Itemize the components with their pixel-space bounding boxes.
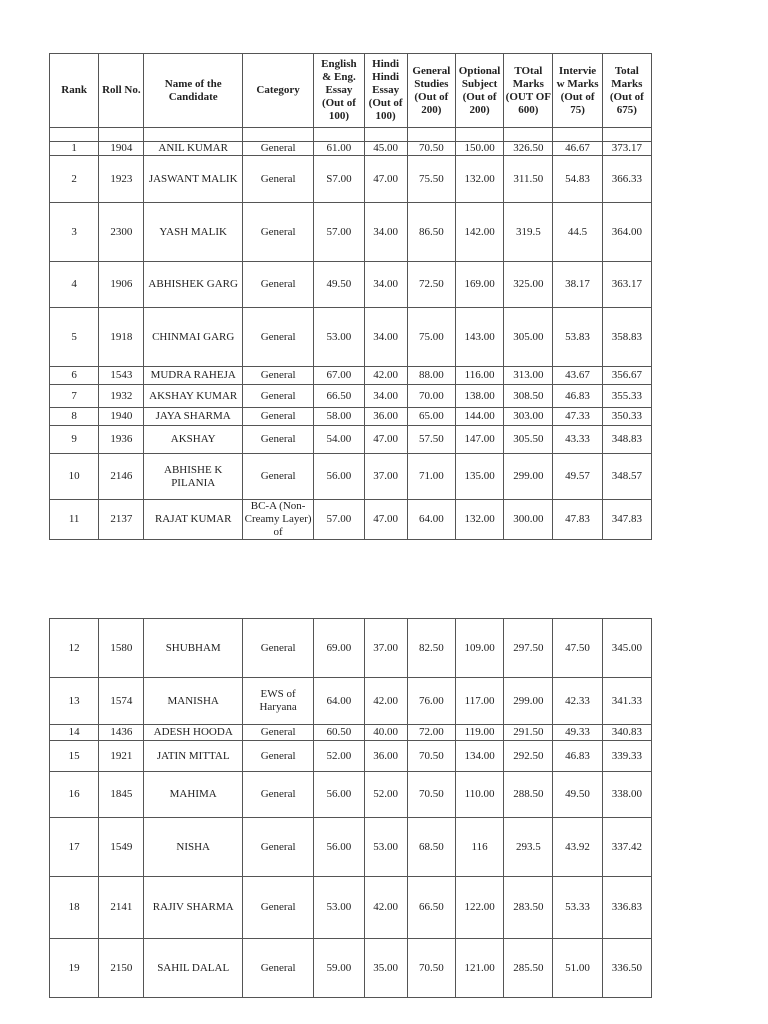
cell-total675: 350.33 [602,408,651,426]
cell-optional: 134.00 [455,741,503,772]
cell-hindi: 40.00 [364,725,407,741]
cell-name: RAJAT KUMAR [144,500,242,540]
cell-total600: 303.00 [504,408,553,426]
cell-hindi: 34.00 [364,385,407,408]
cell-optional: 109.00 [455,619,503,678]
cell-gs: 70.50 [407,772,455,818]
cell-english: 52.00 [314,741,364,772]
cell-gs: 82.50 [407,619,455,678]
cell-total600: 299.00 [504,454,553,500]
cell-hindi: 34.00 [364,262,407,308]
cell-interview: 54.83 [553,156,602,203]
cell-roll: 1436 [99,725,144,741]
cell-total675: 366.33 [602,156,651,203]
cell-english: 66.50 [314,385,364,408]
cell-name: ANIL KUMAR [144,142,242,156]
header-hindi: Hindi Hindi Essay (Out of 100) [364,54,407,128]
table-row [50,367,652,385]
cell-gs: 70.00 [407,385,455,408]
cell-category: BC-A (Non-Creamy Layer) of [242,500,313,540]
cell-english: 59.00 [314,939,364,998]
cell-interview: 43.67 [553,367,602,385]
cell-name: CHINMAI GARG [144,308,242,367]
table-row [50,741,652,772]
cell-optional: 150.00 [455,142,503,156]
cell-category: General [242,725,313,741]
cell-gs: 76.00 [407,678,455,725]
cell-hindi: 47.00 [364,500,407,540]
table-row [50,619,652,678]
cell-total600: 308.50 [504,385,553,408]
table-row [50,772,652,818]
table-row [50,725,652,741]
cell-hindi: 42.00 [364,877,407,939]
cell-total600: 305.00 [504,308,553,367]
cell-category: General [242,454,313,500]
cell-interview: 49.33 [553,725,602,741]
cell-total675: 345.00 [602,619,651,678]
cell-category: EWS of Haryana [242,678,313,725]
cell-hindi: 47.00 [364,156,407,203]
table-row [50,877,652,939]
cell-name: NISHA [144,818,242,877]
cell-interview: 43.92 [553,818,602,877]
cell-roll: 1936 [99,426,144,454]
cell-gs: 75.00 [407,308,455,367]
cell-roll: 2141 [99,877,144,939]
cell-total600: 291.50 [504,725,553,741]
cell-english: 54.00 [314,426,364,454]
cell-total600: 300.00 [504,500,553,540]
cell-hindi: 35.00 [364,939,407,998]
cell-total675: 356.67 [602,367,651,385]
results-table-1 [49,53,652,540]
cell-category: General [242,426,313,454]
cell-interview: 49.50 [553,772,602,818]
cell-gs: 68.50 [407,818,455,877]
results-table-1-body [50,142,652,540]
cell-gs: 70.50 [407,741,455,772]
cell-rank: 3 [50,203,99,262]
table-row [50,385,652,408]
cell-name: MUDRA RAHEJA [144,367,242,385]
cell-rank: 13 [50,678,99,725]
cell-category: General [242,818,313,877]
cell-gs: 71.00 [407,454,455,500]
cell-rank: 1 [50,142,99,156]
cell-rank: 6 [50,367,99,385]
cell-total675: 336.50 [602,939,651,998]
cell-roll: 1918 [99,308,144,367]
cell-category: General [242,741,313,772]
cell-total600: 297.50 [504,619,553,678]
table-row [50,308,652,367]
cell-total675: 338.00 [602,772,651,818]
cell-english: 64.00 [314,678,364,725]
cell-optional: 122.00 [455,877,503,939]
cell-total675: 373.17 [602,142,651,156]
header-interview: Intervie w Marks (Out of 75) [553,54,602,128]
cell-optional: 132.00 [455,500,503,540]
cell-optional: 132.00 [455,156,503,203]
cell-optional: 135.00 [455,454,503,500]
cell-hindi: 34.00 [364,308,407,367]
cell-category: General [242,619,313,678]
cell-name: MANISHA [144,678,242,725]
cell-hindi: 42.00 [364,367,407,385]
cell-total675: 364.00 [602,203,651,262]
cell-roll: 1906 [99,262,144,308]
cell-rank: 7 [50,385,99,408]
header-optional-subject: Optional Subject (Out of 200) [455,54,503,128]
cell-english: S7.00 [314,156,364,203]
cell-optional: 110.00 [455,772,503,818]
header-general-studies: General Studies (Out of 200) [407,54,455,128]
cell-gs: 66.50 [407,877,455,939]
cell-total675: 339.33 [602,741,651,772]
cell-total675: 336.83 [602,877,651,939]
cell-name: MAHIMA [144,772,242,818]
cell-gs: 70.50 [407,939,455,998]
cell-english: 56.00 [314,772,364,818]
cell-roll: 1921 [99,741,144,772]
cell-rank: 19 [50,939,99,998]
cell-category: General [242,142,313,156]
cell-hindi: 37.00 [364,619,407,678]
cell-english: 67.00 [314,367,364,385]
cell-optional: 144.00 [455,408,503,426]
cell-name: JASWANT MALIK [144,156,242,203]
table-row [50,454,652,500]
header-category: Category [242,54,313,128]
cell-gs: 72.00 [407,725,455,741]
table-row [50,818,652,877]
cell-optional: 142.00 [455,203,503,262]
cell-rank: 4 [50,262,99,308]
table-row [50,262,652,308]
cell-roll: 2137 [99,500,144,540]
cell-total600: 311.50 [504,156,553,203]
cell-category: General [242,156,313,203]
cell-total675: 355.33 [602,385,651,408]
cell-english: 57.00 [314,500,364,540]
cell-english: 58.00 [314,408,364,426]
cell-roll: 1904 [99,142,144,156]
cell-hindi: 45.00 [364,142,407,156]
cell-name: AKSHAY [144,426,242,454]
cell-interview: 46.67 [553,142,602,156]
cell-english: 61.00 [314,142,364,156]
cell-interview: 53.33 [553,877,602,939]
cell-rank: 18 [50,877,99,939]
cell-rank: 17 [50,818,99,877]
cell-roll: 2146 [99,454,144,500]
cell-rank: 15 [50,741,99,772]
cell-rank: 11 [50,500,99,540]
cell-total675: 337.42 [602,818,651,877]
table-row [50,156,652,203]
cell-interview: 38.17 [553,262,602,308]
cell-interview: 47.33 [553,408,602,426]
cell-english: 60.50 [314,725,364,741]
cell-roll: 1940 [99,408,144,426]
cell-category: General [242,408,313,426]
cell-english: 56.00 [314,454,364,500]
cell-category: General [242,367,313,385]
cell-optional: 147.00 [455,426,503,454]
table-row [50,408,652,426]
cell-name: SHUBHAM [144,619,242,678]
cell-hindi: 42.00 [364,678,407,725]
cell-optional: 169.00 [455,262,503,308]
table-row [50,678,652,725]
cell-rank: 16 [50,772,99,818]
cell-optional: 116.00 [455,367,503,385]
cell-hindi: 36.00 [364,741,407,772]
cell-hindi: 52.00 [364,772,407,818]
cell-interview: 46.83 [553,385,602,408]
cell-total675: 347.83 [602,500,651,540]
cell-hindi: 47.00 [364,426,407,454]
cell-total600: 283.50 [504,877,553,939]
cell-roll: 1580 [99,619,144,678]
cell-english: 56.00 [314,818,364,877]
header-total-600: TOtal Marks (OUT OF 600) [504,54,553,128]
results-table-2 [49,618,652,998]
cell-total600: 292.50 [504,741,553,772]
cell-optional: 116 [455,818,503,877]
cell-total600: 313.00 [504,367,553,385]
cell-hindi: 53.00 [364,818,407,877]
cell-roll: 1923 [99,156,144,203]
cell-name: AKSHAY KUMAR [144,385,242,408]
cell-interview: 47.50 [553,619,602,678]
cell-interview: 46.83 [553,741,602,772]
table-row [50,426,652,454]
cell-total600: 293.5 [504,818,553,877]
cell-roll: 2150 [99,939,144,998]
cell-gs: 65.00 [407,408,455,426]
cell-interview: 43.33 [553,426,602,454]
spacer-row [50,128,652,142]
cell-category: General [242,939,313,998]
cell-total675: 348.57 [602,454,651,500]
cell-roll: 1549 [99,818,144,877]
cell-interview: 42.33 [553,678,602,725]
cell-gs: 72.50 [407,262,455,308]
cell-total675: 363.17 [602,262,651,308]
cell-name: ABHISHEK GARG [144,262,242,308]
cell-total675: 348.83 [602,426,651,454]
cell-total600: 288.50 [504,772,553,818]
cell-total600: 326.50 [504,142,553,156]
cell-gs: 86.50 [407,203,455,262]
cell-english: 53.00 [314,877,364,939]
cell-interview: 44.5 [553,203,602,262]
cell-rank: 8 [50,408,99,426]
cell-english: 53.00 [314,308,364,367]
cell-name: YASH MALIK [144,203,242,262]
cell-name: ABHISHE K PILANIA [144,454,242,500]
cell-name: JATIN MITTAL [144,741,242,772]
cell-name: JAYA SHARMA [144,408,242,426]
cell-rank: 9 [50,426,99,454]
cell-category: General [242,385,313,408]
header-roll-no: Roll No. [99,54,144,128]
cell-total600: 325.00 [504,262,553,308]
cell-optional: 138.00 [455,385,503,408]
header-row [50,54,652,128]
cell-gs: 88.00 [407,367,455,385]
cell-roll: 1932 [99,385,144,408]
cell-optional: 143.00 [455,308,503,367]
cell-hindi: 34.00 [364,203,407,262]
table-row [50,203,652,262]
cell-name: SAHIL DALAL [144,939,242,998]
cell-roll: 1543 [99,367,144,385]
cell-total675: 358.83 [602,308,651,367]
cell-roll: 1845 [99,772,144,818]
cell-category: General [242,262,313,308]
cell-hindi: 37.00 [364,454,407,500]
cell-rank: 2 [50,156,99,203]
cell-gs: 64.00 [407,500,455,540]
cell-interview: 47.83 [553,500,602,540]
cell-interview: 53.83 [553,308,602,367]
cell-total600: 319.5 [504,203,553,262]
cell-rank: 10 [50,454,99,500]
cell-rank: 14 [50,725,99,741]
cell-category: General [242,877,313,939]
cell-optional: 119.00 [455,725,503,741]
cell-total600: 305.50 [504,426,553,454]
header-total-675: Total Marks (Out of 675) [602,54,651,128]
results-table-2-body [50,619,652,998]
cell-category: General [242,772,313,818]
cell-rank: 5 [50,308,99,367]
cell-roll: 1574 [99,678,144,725]
cell-english: 49.50 [314,262,364,308]
table-row [50,142,652,156]
cell-gs: 75.50 [407,156,455,203]
cell-total600: 285.50 [504,939,553,998]
header-candidate-name: Name of the Candidate [144,54,242,128]
table-row [50,939,652,998]
cell-category: General [242,308,313,367]
cell-rank: 12 [50,619,99,678]
cell-gs: 70.50 [407,142,455,156]
cell-name: RAJIV SHARMA [144,877,242,939]
cell-interview: 51.00 [553,939,602,998]
table-row [50,500,652,540]
cell-optional: 121.00 [455,939,503,998]
cell-interview: 49.57 [553,454,602,500]
header-english: English & Eng. Essay (Out of 100) [314,54,364,128]
cell-name: ADESH HOODA [144,725,242,741]
cell-gs: 57.50 [407,426,455,454]
cell-total600: 299.00 [504,678,553,725]
cell-hindi: 36.00 [364,408,407,426]
cell-roll: 2300 [99,203,144,262]
cell-total675: 341.33 [602,678,651,725]
cell-optional: 117.00 [455,678,503,725]
cell-total675: 340.83 [602,725,651,741]
cell-english: 69.00 [314,619,364,678]
cell-english: 57.00 [314,203,364,262]
cell-category: General [242,203,313,262]
header-rank: Rank [50,54,99,128]
